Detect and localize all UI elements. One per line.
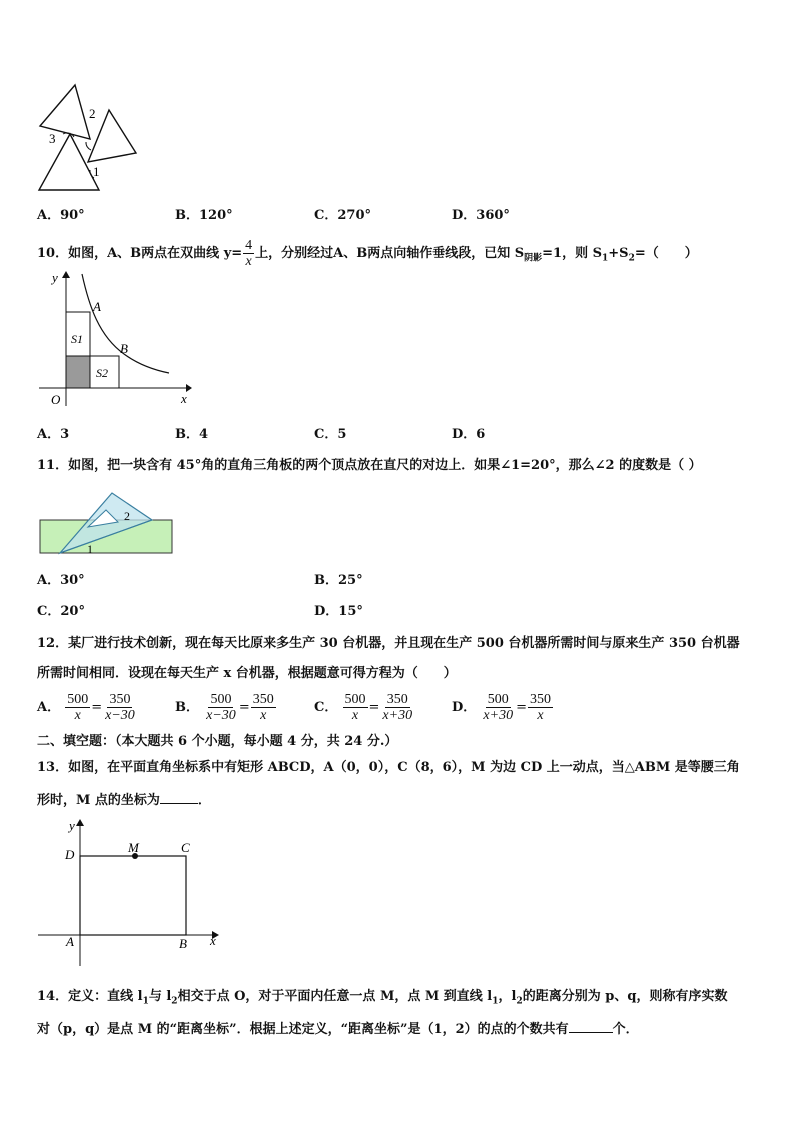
svg-text:B: B [120, 341, 128, 356]
q13-line2: 形时，M 点的坐标为 ． [37, 793, 211, 808]
rectangle-abcd [80, 856, 186, 935]
q11-ruler-triangle-figure [38, 490, 178, 556]
q11-stem: 11．如图，把一块含有 45°角的直角三角板的两个顶点放在直尺的对边上．如果∠1=20°，那么∠2 的度数是（ ） [37, 458, 702, 473]
q14-line2: 对（p，q）是点 M 的“距离坐标”．根据上述定义，“距离坐标”是（1，2）的点的个数共有 个． [37, 1022, 639, 1037]
svg-text:x: x [181, 391, 187, 406]
q9-label-1: 1 [93, 164, 100, 179]
svg-text:x: x [210, 933, 216, 948]
q13-rectangle-figure [36, 816, 226, 972]
svg-text:B: B [179, 936, 187, 951]
svg-text:y: y [69, 818, 75, 833]
q13-line1: 13．如图，在平面直角坐标系中有矩形 ABCD，A（0，0），C（8，6），M 为边 CD 上一动点，当△ABM 是等腰三角 [37, 760, 740, 775]
q12-line1: 12．某厂进行技术创新，现在每天比原来多生产 30 台机器，并且现在生产 500 台机器所需时间与原来生产 350 台机器 [37, 636, 740, 651]
svg-text:A: A [93, 299, 101, 314]
q12-option-a: A． $\frac{500}{x}$ = $\frac{350}{x-30}$ [37, 692, 135, 723]
q9-triangles-figure [36, 82, 142, 194]
q12-option-d: D． $\frac{500}{x+30}$ = $\frac{350}{x}$ [452, 692, 551, 723]
q10-option-c: C．5 [314, 427, 347, 442]
shaded-region [66, 356, 90, 388]
svg-text:M: M [128, 840, 139, 855]
q10-option-d: D．6 [452, 427, 486, 442]
q10-hyperbola-figure [34, 266, 194, 412]
svg-text:O: O [51, 392, 61, 407]
q11-option-b: B．25° [314, 573, 363, 588]
svg-text:A: A [66, 934, 74, 949]
svg-text:D: D [65, 847, 75, 862]
q13-answer-blank[interactable] [160, 791, 198, 804]
q9-option-a: A．90° [37, 208, 85, 223]
svg-text:S1: S1 [71, 332, 83, 346]
q9-option-b: B．120° [175, 208, 233, 223]
svg-text:1: 1 [87, 542, 93, 556]
q11-option-a: A．30° [37, 573, 85, 588]
q14-line1: 14．定义：直线 $l_1$与 $l_2$相交于点 O，对于平面内任意一点 M，点 M 到直线 $l_1$，$l_2$的距离分别为 p、q，则称有序实数 [37, 989, 728, 1007]
q9-option-c: C．270° [314, 208, 371, 223]
q10-option-b: B．4 [175, 427, 209, 442]
q11-option-c: C．20° [37, 604, 85, 619]
q14-answer-blank[interactable] [569, 1020, 613, 1033]
svg-text:C: C [181, 840, 190, 855]
hyperbola-curve [82, 274, 169, 373]
q10-option-a: A．3 [37, 427, 70, 442]
svg-text:y: y [52, 270, 58, 285]
triangle-top [40, 85, 90, 139]
q9-label-3: 3 [49, 131, 56, 146]
q9-label-2: 2 [89, 106, 96, 121]
q12-option-c: C． $\frac{500}{x}$ = $\frac{350}{x+30}$ [314, 692, 413, 723]
svg-text:S2: S2 [96, 366, 108, 380]
q11-option-d: D．15° [314, 604, 363, 619]
section-2-heading: 二、填空题：（本大题共 6 个小题，每小题 4 分，共 24 分.） [37, 734, 398, 749]
q9-option-d: D．360° [452, 208, 510, 223]
svg-text:2: 2 [124, 509, 130, 523]
q12-line2: 所需时间相同．设现在每天生产 x 台机器，根据题意可得方程为（ ） [37, 666, 457, 681]
q10-stem: 10．如图，A、B两点在双曲线 y= $\frac{4}{x}$ 上，分别经过A、B两点向轴作垂线段，已知 $S_{阴影}=1$，则 $S_1+S_2=$（ ） [37, 238, 698, 269]
q12-option-b: B． $\frac{500}{x-30}$ = $\frac{350}{x}$ [175, 692, 274, 723]
